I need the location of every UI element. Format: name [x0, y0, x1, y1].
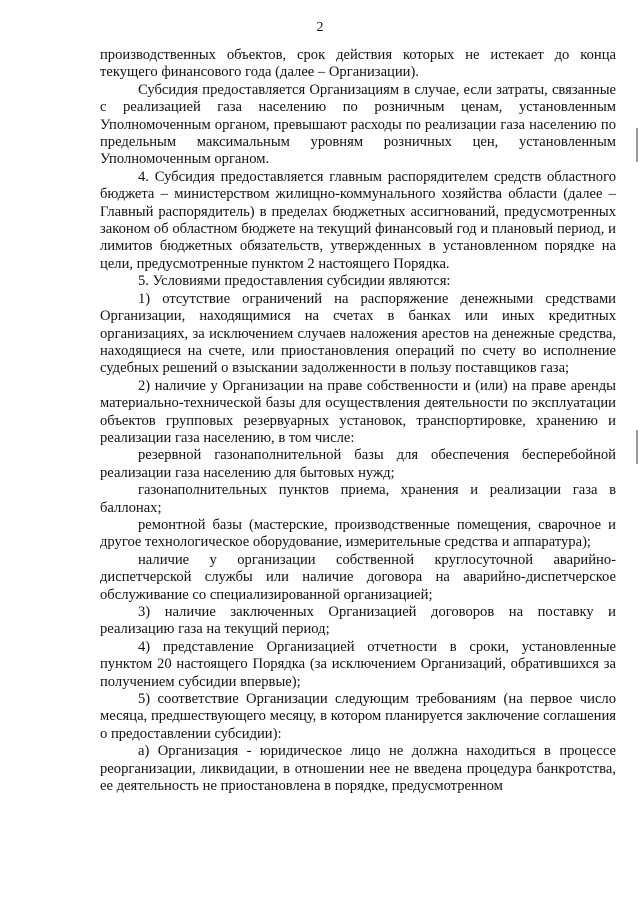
paragraph: газонаполнительных пунктов приема, хранения и реализации газа в баллонах;	[100, 482, 616, 516]
paragraph: 3) наличие заключенных Организацией договоров на поставку и реализацию газа на текущий период;	[100, 604, 616, 638]
paragraph: ремонтной базы (мастерские, производственные помещения, сварочное и другое технологическое оборудование, измерительные средства и аппаратура);	[100, 516, 616, 551]
paragraph: 5) соответствие Организации следующим требованиям (на первое число месяца, предшествующего месяцу, в котором планируется заключение соглашения о предоставлении субсидии):	[100, 691, 616, 742]
paragraph: Субсидия предоставляется Организациям в случае, если затраты, связанные с реализацией газа населению по розничным ценам, установленным Уполномоченным органом, превышают расходы по реализации газа населению по предельным максимальным уровням розничных цен, установленным Уполномоченным органом.	[100, 81, 616, 168]
scan-edge-mark	[636, 128, 638, 162]
paragraph: 4. Субсидия предоставляется главным распорядителем средств областного бюджета – министерством жилищно-коммунального хозяйства области (далее – Главный распорядитель) в пределах бюджетных ассигнований, предусмотренных законом об областном бюджете на текущий финансовый год и плановый период, и лимитов бюджетных обязательств, утвержденных в установленном порядке на цели, предусмотренные пунктом 2 настоящего Порядка.	[100, 168, 616, 272]
scan-edge-mark	[636, 430, 638, 464]
page-number: 2	[316, 20, 324, 35]
paragraph: 5. Условиями предоставления субсидии являются:	[138, 273, 451, 290]
paragraph: 1) отсутствие ограничений на распоряжение денежными средствами Организации, находящимися на счетах в банках или иных кредитных организациях, за исключением случаев наложения арестов на денежные средства, находящиеся на счете, или приостановления операций по счету во исполнение судебных решений о взыскании задолженности в пользу поставщиков газа;	[100, 290, 616, 377]
paragraph: наличие у организации собственной круглосуточной аварийно-диспетчерской службы или наличие договора на аварийно-диспетчерское обслуживание со специализированной организацией;	[100, 551, 616, 603]
paragraph: 4) представление Организацией отчетности в сроки, установленные пунктом 20 настоящего Порядка (за исключением Организаций, обратившихся за получением субсидии впервые);	[100, 638, 616, 690]
paragraph: производственных объектов, срок действия которых не истекает до конца текущего финансового года (далее – Организации).	[100, 47, 616, 81]
paragraph: 2) наличие у Организации на праве собственности и (или) на праве аренды материально-технической базы для осуществления деятельности по эксплуатации объектов групповых резервуарных установок, транспортировке, хранению и реализации газа населению, в том числе:	[100, 377, 616, 446]
document-body	[100, 47, 616, 795]
paragraph: резервной газонаполнительной базы для обеспечения бесперебойной реализации газа населению для бытовых нужд;	[100, 447, 616, 481]
paragraph: а) Организация - юридическое лицо не должна находиться в процессе реорганизации, ликвидации, в отношении нее не введена процедура банкротства, ее деятельность не приостановлена в порядке, предусмотренном	[100, 743, 616, 795]
